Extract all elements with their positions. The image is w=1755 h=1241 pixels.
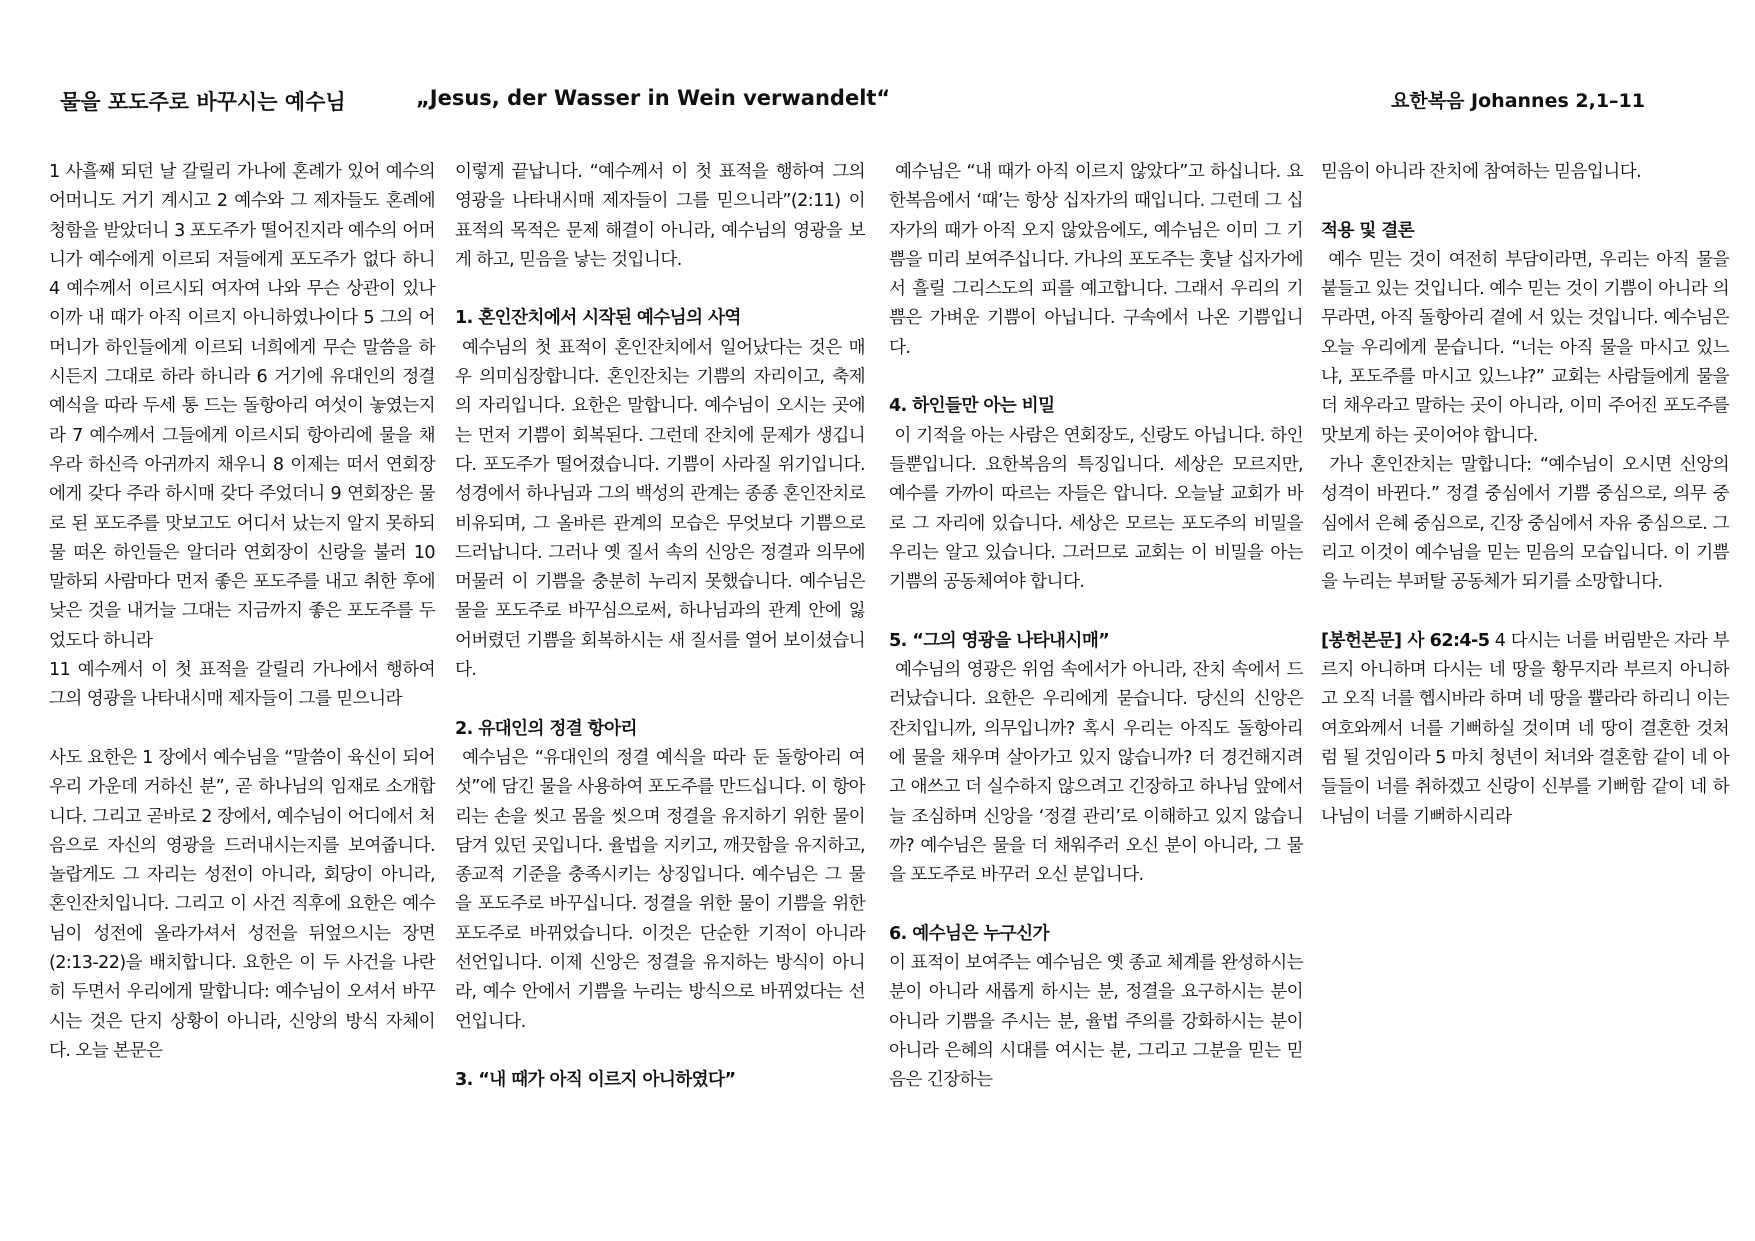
column-2	[455, 158, 870, 1228]
conclusion-paragraph-2: 가나 혼인잔치는 말합니다: “예수님이 오시면 신앙의 성격이 바뀐다.” 정결 중심에서 기쁨 중심으로, 의무 중심에서 은혜 중심으로, 긴장 중심에서 자유 중심으로. 그리고 이것이 예수님을 믿는 믿음의 모습입니다. 이 기쁨을 누리는 부퍼탈 공동체가 되기를 소망합니다.	[1321, 454, 1734, 593]
section-heading-2: 2. 유대인의 정결 항아리	[455, 718, 637, 739]
section-paragraph-5: 예수님의 영광은 위엄 속에서가 아니라, 잔치 속에서 드러났습니다. 요한은 우리에게 묻습니다. 당신의 신앙은 잔치입니까, 의무입니까? 혹시 우리는 아직도 돌항아리에 물을 채우며 살아가고 있지 않습니까? 더 경건해지려고 애쓰고 더 실수하지 않으려고 긴장하고 하나님 앞에서 늘 조심하며 신앙을 ‘정결 관리’로 이해하고 있지 않습니까? 예수님은 물을 더 채워주러 오신 분이 아니라, 그 물을 포도주로 바꾸러 오신 분입니다.	[889, 660, 1308, 886]
section-heading-3: 3. “내 때가 아직 이르지 아니하였다”	[455, 1070, 736, 1091]
conclusion-paragraph-1: 예수 믿는 것이 여전히 부담이라면, 우리는 아직 물을 붙들고 있는 것입니다. 예수 믿는 것이 기쁨이 아니라 의무라면, 아직 돌항아리 곁에 서 있는 것입니다. 예수님은 오늘 우리에게 묻습니다. “너는 아직 물을 마시고 있느냐, 포도주를 마시고 있느냐?” 교회는 사람들에게 물을 더 채우라고 말하는 곳이 아니라, 이미 주어진 포도주를 맛보게 하는 곳이어야 합니다.	[1321, 249, 1734, 446]
section-paragraph-6-continuation: 믿음이 아니라 잔치에 참여하는 믿음입니다.	[1321, 162, 1642, 182]
page-header	[60, 86, 1645, 118]
section-heading-4: 4. 하인들만 아는 비밀	[889, 396, 1055, 417]
section-heading-1: 1. 혼인잔치에서 시작된 예수님의 사역	[455, 308, 741, 329]
column-1	[49, 158, 440, 1228]
column-4	[1321, 158, 1734, 1228]
scripture-verse-11: 11 예수께서 이 첫 표적을 갈릴리 가나에서 행하여 그의 영광을 나타내시매 제자들이 그를 믿으니라	[49, 660, 440, 710]
section-paragraph-3: 예수님은 “내 때가 아직 이르지 않았다”고 하십니다. 요한복음에서 ‘때’는 항상 십자가의 때입니다. 그런데 그 십자가의 때가 아직 오지 않았음에도, 예수님은 이미 그 기쁨을 미리 보여주십니다. 가나의 포도주는 훗날 십자가에서 흘릴 그리스도의 피를 예고합니다. 그래서 우리의 기쁨은 가벼운 기쁨이 아닙니다. 구속에서 나온 기쁨입니다.	[889, 162, 1304, 358]
intro-continuation: 이렇게 끝납니다. “예수께서 이 첫 표적을 행하여 그의 영광을 나타내시매 제자들이 그를 믿으니라”(2:11) 이 표적의 목적은 문제 해결이 아니라, 예수님의 영광을 보게 하고, 믿음을 낳는 것입니다.	[455, 162, 870, 270]
title-german: „Jesus, der Wasser in Wein verwandelt“	[416, 86, 891, 110]
section-paragraph-4: 이 기적을 아는 사람은 연회장도, 신랑도 아닙니다. 하인들뿐입니다. 요한복음의 특징입니다. 세상은 모르지만, 예수를 가까이 따르는 자들은 압니다. 오늘날 교회가 바로 그 자리에 있습니다. 세상은 모르는 포도주의 비밀을 우리는 알고 있습니다. 그러므로 교회는 이 비밀을 아는 기쁨의 공동체여야 합니다.	[889, 425, 1308, 593]
column-3	[889, 158, 1308, 1228]
section-heading-5: 5. “그의 영광을 나타내시매”	[889, 630, 1110, 651]
section-paragraph-1: 예수님의 첫 표적이 혼인잔치에서 일어났다는 것은 매우 의미심장합니다. 혼인잔치는 기쁨의 자리이고, 축제의 자리입니다. 요한은 말합니다. 예수님이 오시는 곳에는 먼저 기쁨이 회복된다. 그런데 잔치에 문제가 생깁니다. 포도주가 떨어졌습니다. 기쁨이 사라질 위기입니다. 성경에서 하나님과 그의 백성의 관계는 종종 혼인잔치로 비유되며, 그 올바른 관계의 모습은 무엇보다 기쁨으로 드러납니다. 그러나 옛 질서 속의 신앙은 정결과 의무에 머물러 이 기쁨을 충분히 누리지 못했습니다. 예수님은 물을 포도주로 바꾸심으로써, 하나님과의 관계 안에 잃어버렸던 기쁨을 회복하시는 새 질서를 열어 보이셨습니다.	[455, 337, 870, 681]
conclusion-heading: 적용 및 결론	[1321, 220, 1415, 241]
section-heading-6: 6. 예수님은 누구신가	[889, 923, 1049, 944]
section-paragraph-2: 예수님은 “유대인의 정결 예식을 따라 둔 돌항아리 여섯”에 담긴 물을 사용하여 포도주를 만드십니다. 이 항아리는 손을 씻고 몸을 씻으며 정결을 유지하기 위한 물이 담겨 있던 곳입니다. 율법을 지키고, 깨끗함을 유지하고, 종교적 기준을 충족시키는 상징입니다. 예수님은 그 물을 포도주로 바꾸십니다. 정결을 위한 물이 기쁨을 위한 포도주로 바뀌었습니다. 이것은 단순한 기적이 아니라 선언입니다. 이제 신앙은 정결을 유지하는 방식이 아니라, 예수 안에서 기쁨을 누리는 방식으로 바뀌었다는 선언입니다.	[455, 747, 870, 1032]
offering-title: [봉헌본문] 사 62:4-5	[1321, 630, 1490, 651]
scripture-text: 1 사흘째 되던 날 갈릴리 가나에 혼례가 있어 예수의 어머니도 거기 계시고 2 예수와 그 제자들도 혼례에 청함을 받았더니 3 포도주가 떨어진지라 예수의 어머니가 예수에게 이르되 저들에게 포도주가 없다 하니 4 예수께서 이르시되 여자여 나와 무슨 상관이 있나이까 내 때가 아직 이르지 아니하였나이다 5 그의 어머니가 하인들에게 이르되 너희에게 무슨 말씀을 하시든지 그대로 하라 하니라 6 거기에 유대인의 정결 예식을 따라 두세 통 드는 돌항아리 여섯이 놓였는지라 7 예수께서 그들에게 이르시되 항아리에 물을 채우라 하신즉 아귀까지 채우니 8 이제는 떠서 연회장에게 갖다 주라 하시매 갖다 주었더니 9 연회장은 물로 된 포도주를 맛보고도 어디서 났는지 알지 못하되 물 떠온 하인들은 알더라 연회장이 신랑을 불러 10 말하되 사람마다 먼저 좋은 포도주를 내고 취한 후에 낮은 것을 내거늘 그대는 지금까지 좋은 포도주를 두었도다 하니라	[49, 162, 440, 651]
offering-verse: 4 다시는 너를 버림받은 자라 부르지 아니하며 다시는 네 땅을 황무지라 부르지 아니하고 오직 너를 헵시바라 하며 네 땅을 쁄라라 하리니 이는 여호와께서 너를 기뻐하실 것이며 네 땅이 결혼한 것처럼 될 것임이라 5 마치 청년이 처녀와 결혼함 같이 네 아들들이 너를 취하겠고 신랑이 신부를 기뻐함 같이 네 하나님이 너를 기뻐하시리라	[1321, 630, 1734, 827]
title-korean: 물을 포도주로 바꾸시는 예수님	[60, 90, 346, 114]
intro-paragraph: 사도 요한은 1 장에서 예수님을 “말씀이 육신이 되어 우리 가운데 거하신 분”, 곧 하나님의 임재로 소개합니다. 그리고 곧바로 2 장에서, 예수님이 어디에서 처음으로 자신의 영광을 드러내시는지를 보여줍니다. 놀랍게도 그 자리는 성전이 아니라, 회당이 아니라, 혼인잔치입니다. 그리고 이 사건 직후에 요한은 예수님이 성전에 올라가셔서 성전을 뒤엎으시는 장면(2:13-22)을 배치합니다. 요한은 이 두 사건을 나란히 두면서 우리에게 말합니다: 예수님이 오셔서 바꾸시는 것은 단지 상황이 아니라, 신앙의 방식 자체이다. 오늘 본문은	[49, 747, 440, 1061]
section-paragraph-6: 이 표적이 보여주는 예수님은 옛 종교 체계를 완성하시는 분이 아니라 새롭게 하시는 분, 정결을 요구하시는 분이 아니라 기쁨을 주시는 분, 율법 주의를 강화하시는 분이 아니라 은혜의 시대를 여시는 분, 그리고 그분을 믿는 믿음은 긴장하는	[889, 953, 1308, 1091]
offering-text	[1321, 627, 1734, 832]
scripture-reference: 요한복음 Johannes 2,1–11	[1391, 90, 1645, 112]
